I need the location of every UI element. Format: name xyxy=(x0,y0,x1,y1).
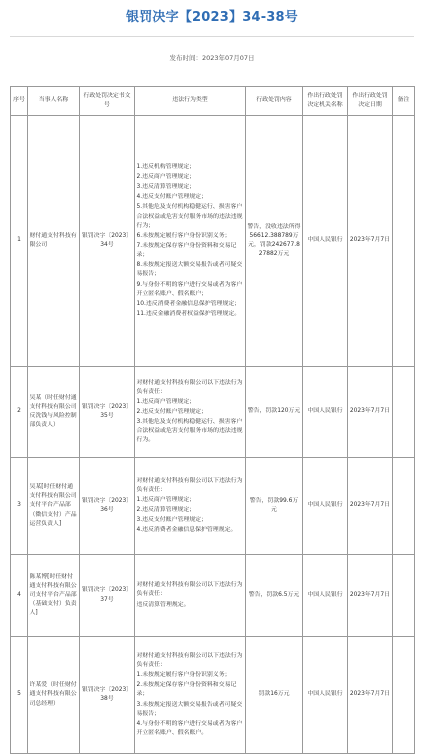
party-name: 财付通支付科技有限公司 xyxy=(28,116,80,367)
page-title: 银罚决字【2023】34-38号 xyxy=(126,10,298,25)
column-header: 序号 xyxy=(11,87,28,116)
violation-item: 对财付通支付科技有限公司以下违法行为负有责任： xyxy=(136,379,243,395)
violation-item: 8.未按规定报送大额交易报告或者可疑交易报告； xyxy=(136,262,243,278)
penalty-table xyxy=(10,86,415,754)
column-header: 行政处罚内容 xyxy=(246,87,303,116)
violation-types xyxy=(135,637,246,754)
violation-item: 4.与身份不明的客户进行交易或者为客户开立匿名账户、假名账户。 xyxy=(136,720,243,736)
violation-item: 对财付通支付科技有限公司以下违法行为负有责任： xyxy=(136,477,243,493)
row-number: 4 xyxy=(11,555,28,637)
table-row xyxy=(11,116,415,367)
violation-item: 违反清算管理规定。 xyxy=(136,601,190,608)
penalty-content: 罚款16万元 xyxy=(246,637,303,754)
decision-date: 2023年7月7日 xyxy=(348,367,393,458)
column-header: 当事人名称 xyxy=(28,87,80,116)
violation-item: 2.违反支付账户管理规定； xyxy=(136,408,207,415)
party-name: 陈某博[时任财付通支付科技有限公司支付平台产品部（基础支付）负责人] xyxy=(28,555,80,637)
violation-item: 对财付通支付科技有限公司以下违法行为负有责任： xyxy=(136,652,243,668)
violation-item: 1.违反商户管理规定； xyxy=(136,496,196,503)
violation-item: 2.未按规定保存客户身份资料和交易记录； xyxy=(136,682,237,698)
party-name: 吴某（时任财付通支付科技有限公司反洗钱与风险控制部负责人） xyxy=(28,367,80,458)
violation-types xyxy=(135,458,246,555)
decision-date: 2023年7月7日 xyxy=(348,458,393,555)
decision-number: 银罚决字〔2023〕35号 xyxy=(80,367,135,458)
violation-item: 3.违反支付账户管理规定； xyxy=(136,517,207,524)
decision-number: 银罚决字〔2023〕37号 xyxy=(80,555,135,637)
table-header-row xyxy=(11,87,415,116)
violation-item: 1.未按规定履行客户身份识别义务； xyxy=(136,672,231,679)
violation-item: 2.违反商户管理规定； xyxy=(136,174,196,181)
decision-date: 2023年7月7日 xyxy=(348,555,393,637)
column-header: 行政处罚决定书文号 xyxy=(80,87,135,116)
decision-date: 2023年7月7日 xyxy=(348,116,393,367)
violation-item: 6.未按规定履行客户身份识别义务； xyxy=(136,232,231,239)
violation-item: 4.违反消费者金融信息保护管理规定。 xyxy=(136,527,237,534)
column-header: 违法行为类型 xyxy=(135,87,246,116)
violation-item: 5.其他危及支付机构稳健运行、损害客户合法权益或危害支付服务市场的违法违规行为； xyxy=(136,204,243,229)
remark xyxy=(393,116,415,367)
violation-item: 9.与身份不明的客户进行交易或者为客户开立匿名账户、假名账户； xyxy=(136,281,243,297)
remark xyxy=(393,458,415,555)
remark xyxy=(393,367,415,458)
table-row xyxy=(11,367,415,458)
row-number: 3 xyxy=(11,458,28,555)
column-header: 作出行政处罚决定日期 xyxy=(348,87,393,116)
decision-number: 银罚决字〔2023〕34号 xyxy=(80,116,135,367)
decision-number: 银罚决字〔2023〕36号 xyxy=(80,458,135,555)
violation-types xyxy=(135,116,246,367)
violation-item: 10.违反消费者金融信息保护管理规定； xyxy=(136,300,241,307)
violation-item: 4.违反支付账户管理规定； xyxy=(136,194,207,201)
violation-types xyxy=(135,555,246,637)
column-header: 备注 xyxy=(393,87,415,116)
party-name: 吴某[时任财付通支付科技有限公司支付平台产品部（微信支付）产品运营负责人] xyxy=(28,458,80,555)
decision-date: 2023年7月7日 xyxy=(348,637,393,754)
authority-name: 中国人民银行 xyxy=(303,116,348,367)
violation-item: 3.违反清算管理规定； xyxy=(136,184,196,191)
violation-item: 2.违反清算管理规定； xyxy=(136,507,196,513)
authority-name: 中国人民银行 xyxy=(303,555,348,637)
publish-date: 发布时间：2023年07月07日 xyxy=(169,54,255,62)
authority-name: 中国人民银行 xyxy=(303,458,348,555)
party-name: 许某爱（时任财付通支付科技有限公司总经理） xyxy=(28,637,80,754)
violation-item: 3.其他危及支付机构稳健运行、损害客户合法权益或危害支付服务市场的违法违规行为。 xyxy=(136,419,243,444)
column-header: 作出行政处罚决定机关名称 xyxy=(303,87,348,116)
remark xyxy=(393,555,415,637)
decision-number: 银罚决字〔2023〕38号 xyxy=(80,637,135,754)
penalty-content: 警告，罚款6.5万元 xyxy=(246,555,303,637)
violation-item: 对财付通支付科技有限公司以下违法行为负有责任： xyxy=(136,582,243,598)
row-number: 5 xyxy=(11,637,28,754)
authority-name: 中国人民银行 xyxy=(303,367,348,458)
table-row xyxy=(11,458,415,555)
penalty-content: 警告，罚款99.6万元 xyxy=(246,458,303,555)
penalty-content: 警告，罚款120万元 xyxy=(246,367,303,458)
penalty-content: 警告，没收违法所得56612.388789万元，罚款242677.827882万元 xyxy=(246,116,303,367)
remark xyxy=(393,637,415,754)
violation-item: 3.未按规定报送大额交易报告或者可疑交易报告； xyxy=(136,701,243,717)
violation-types xyxy=(135,367,246,458)
table-row xyxy=(11,555,415,637)
violation-item: 7.未按规定保存客户身份资料和交易记录； xyxy=(136,243,237,259)
title-divider xyxy=(10,36,414,37)
row-number: 2 xyxy=(11,367,28,458)
authority-name: 中国人民银行 xyxy=(303,637,348,754)
row-number: 1 xyxy=(11,116,28,367)
violation-item: 1.违反机构管理规定； xyxy=(136,163,196,170)
violation-item: 11.违反金融消费者权益保护管理规定。 xyxy=(136,310,241,317)
violation-item: 1.违反商户管理规定； xyxy=(136,398,196,405)
table-row xyxy=(11,637,415,754)
